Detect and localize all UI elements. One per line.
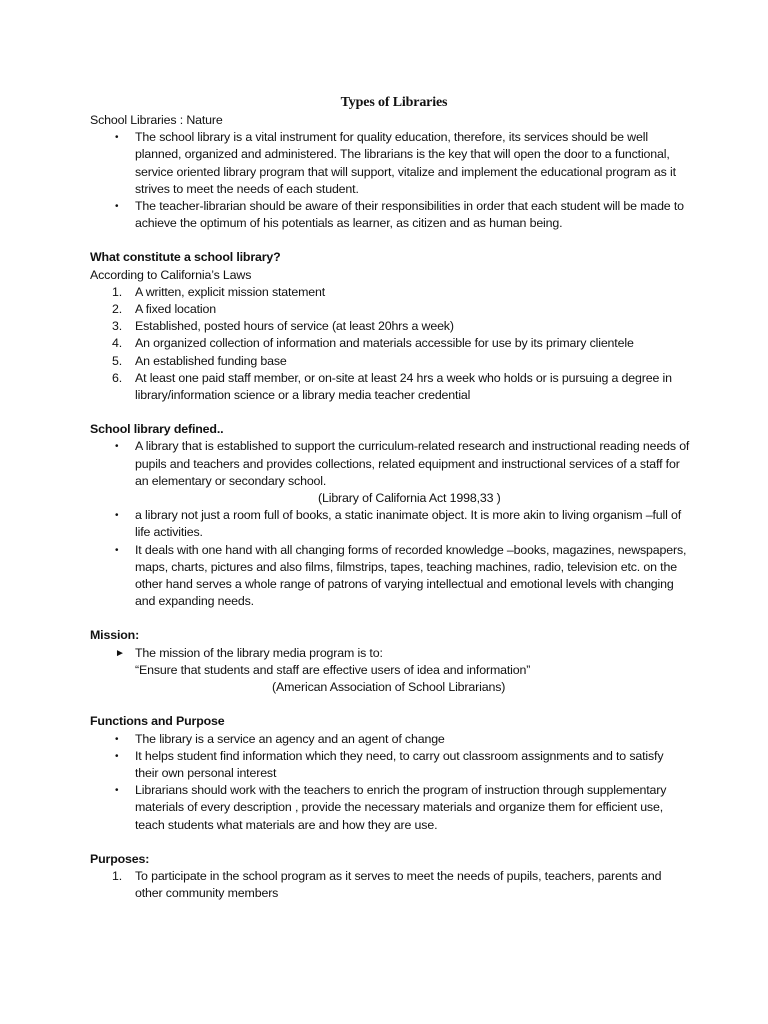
- list-item: 5. An established funding base: [90, 353, 690, 370]
- list-item: • It helps student find information which they need, to carry out classroom assignments and to satisfy their own personal interest: [115, 748, 664, 780]
- purposes-list: [90, 868, 690, 902]
- arrow-bullet-icon: ►: [115, 647, 125, 659]
- citation: (American Association of School Librarians): [272, 680, 506, 695]
- list-number: 4.: [112, 336, 123, 351]
- section-heading-defined: School library defined..: [90, 422, 224, 437]
- list-item: 6. At least one paid staff member, or on-site at least 24 hrs a week who holds or is pursuing a degree in library/information science or a library media teacher credential: [112, 370, 672, 403]
- list-item: • The school library is a vital instrument for quality education, therefore, its services should be well planned, organized and administered. The librarians is the key that will open the door to a functional, service oriented library program that will support, vitalize and implement the educational program as it strives to meet the needs of each student.: [115, 130, 676, 196]
- section-heading-purposes: Purposes:: [90, 851, 150, 866]
- nature-list: [90, 129, 690, 232]
- list-number: 1.: [112, 284, 123, 299]
- list-item: 2. A fixed location: [90, 301, 690, 318]
- list-item: 4. An organized collection of information and materials accessible for use by its primary clientele: [90, 335, 690, 352]
- bullet-icon: •: [115, 510, 119, 522]
- list-item: 3. Established, posted hours of service (at least 20hrs a week): [90, 318, 690, 335]
- list-item: 1. To participate in the school program as it serves to meet the needs of pupils, teachers, parents and other community members: [112, 868, 662, 901]
- list-number: 6.: [112, 370, 123, 385]
- list-item: • It deals with one hand with all changing forms of recorded knowledge –books, magazines, newspapers, maps, charts, pictures and also films, filmstrips, tapes, teaching machines, radio, television etc. on the other hand serves a whole range of patrons of varying intellectual and emotional levels with changing and expanding needs.: [115, 542, 687, 609]
- list-item: ► The mission of the library media program is to: “Ensure that students and staff are effective users of idea and information” (American Association of School Librarians): [90, 645, 690, 697]
- list-number: 5.: [112, 353, 123, 368]
- list-item: • The library is a service an agency and an agent of change: [90, 731, 690, 748]
- bullet-icon: •: [115, 733, 119, 745]
- bullet-icon: •: [115, 544, 119, 556]
- defined-list: [90, 438, 690, 610]
- bullet-icon: •: [115, 201, 119, 213]
- list-item: • a library not just a room full of books, a static inanimate object. It is more akin to living organism –full of life activities.: [115, 508, 682, 540]
- section-subheading-california: According to California’s Laws: [90, 267, 252, 282]
- bullet-icon: •: [115, 132, 119, 144]
- document-body: [90, 94, 690, 902]
- list-item: • A library that is established to support the curriculum-related research and instructional reading needs of pupils and teachers and provides collections, related equipment and instructional services of a staff for an elementary or secondary school. (Library of California Act 1998,33 ): [90, 438, 690, 507]
- bullet-icon: •: [115, 750, 119, 762]
- section-heading-functions: Functions and Purpose: [90, 714, 225, 729]
- section-heading-constitute: What constitute a school library?: [90, 250, 281, 265]
- section-heading-mission: Mission:: [90, 628, 140, 643]
- constitute-list: [90, 284, 690, 404]
- list-number: 1.: [112, 868, 123, 883]
- page-title: Types of Libraries: [340, 95, 448, 110]
- mission-quote: “Ensure that students and staff are effective users of idea and information”: [135, 662, 531, 677]
- bullet-icon: •: [115, 441, 119, 453]
- functions-list: [90, 731, 690, 834]
- list-item: • Librarians should work with the teachers to enrich the program of instruction through supplementary materials of every description , provide the necessary materials and organize them for efficient use, teach students what materials are and how they are use.: [115, 783, 667, 832]
- mission-list: [90, 645, 690, 697]
- bullet-icon: •: [115, 785, 119, 797]
- section-heading-nature: School Libraries : Nature: [90, 113, 223, 127]
- list-number: 2.: [112, 302, 123, 317]
- list-item: • The teacher-librarian should be aware of their responsibilities in order that each student will be made to achieve the optimum of his potentials as learner, as citizen and as human being.: [115, 199, 684, 231]
- list-item: 1. A written, explicit mission statement: [90, 284, 690, 301]
- list-number: 3.: [112, 319, 123, 334]
- citation: (Library of California Act 1998,33 ): [318, 491, 501, 506]
